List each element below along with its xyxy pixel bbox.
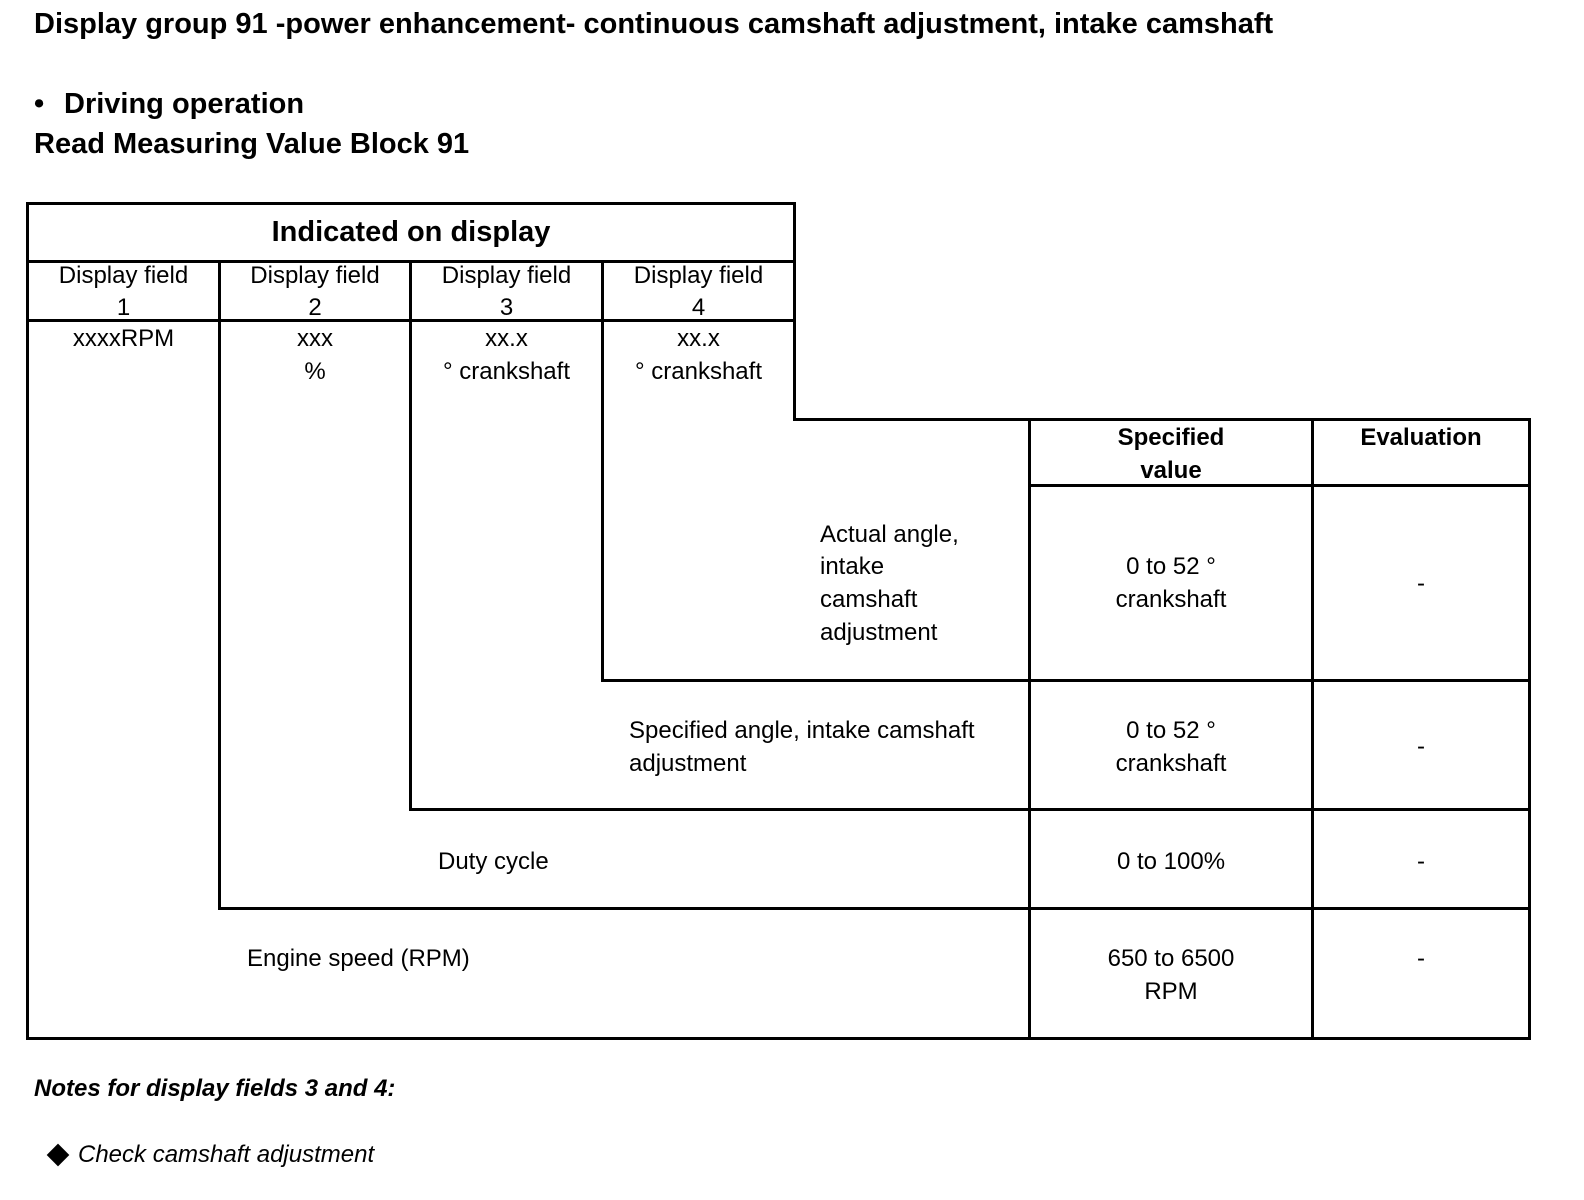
row-duty-cycle-spec: 0 to 100% xyxy=(1116,848,1226,875)
display-field-1-value: xxxxRPM xyxy=(72,325,175,352)
row-actual-angle-spec-1: 0 to 52 ° xyxy=(1126,553,1216,580)
display-field-1-num: 1 xyxy=(116,294,131,321)
row-duty-cycle-eval: - xyxy=(1417,848,1425,875)
evaluation-header: Evaluation xyxy=(1360,424,1482,451)
operating-condition-text: Driving operation xyxy=(64,88,305,120)
table-line xyxy=(409,808,1531,811)
note-item[interactable] xyxy=(46,1138,374,1171)
display-field-2-value: xxx xyxy=(297,325,333,352)
table-line xyxy=(26,202,796,205)
display-field-2-label: Display field xyxy=(250,262,380,289)
table-line xyxy=(218,907,1531,910)
display-field-3-label: Display field xyxy=(441,262,572,289)
row-specified-angle-spec-2: crankshaft xyxy=(1115,750,1227,777)
row-engine-speed-eval: - xyxy=(1417,945,1425,972)
notes-title: Notes for display fields 3 and 4: xyxy=(34,1075,396,1102)
display-field-2-num: 2 xyxy=(308,294,322,321)
display-field-4-unit: ° crankshaft xyxy=(635,358,762,385)
row-actual-angle-desc-3: camshaft xyxy=(820,586,918,613)
specified-header-line-2: value xyxy=(1140,457,1202,484)
page-title: Display group 91 -power enhancement- continuous camshaft adjustment, intake camshaft xyxy=(34,8,1274,40)
row-engine-speed-spec-2: RPM xyxy=(1144,978,1198,1005)
row-actual-angle-eval: - xyxy=(1417,570,1425,597)
row-specified-angle-desc-1: Specified angle, intake camshaft xyxy=(629,717,975,744)
row-actual-angle-desc-2: intake xyxy=(820,553,885,580)
row-specified-angle-eval: - xyxy=(1417,733,1425,760)
row-actual-angle-spec-2: crankshaft xyxy=(1115,586,1227,613)
specified-header-line-1: Specified xyxy=(1117,424,1225,451)
bullet-dot: • xyxy=(34,88,45,120)
row-actual-angle-desc-4: adjustment xyxy=(820,619,938,646)
row-engine-speed-spec-1: 650 to 6500 xyxy=(1107,945,1235,972)
note-item-link[interactable]: Check camshaft adjustment xyxy=(78,1141,375,1168)
row-actual-angle-desc-1: Actual angle, xyxy=(820,521,959,548)
display-field-4-label: Display field xyxy=(633,262,764,289)
table-line xyxy=(601,679,1531,682)
page-subtitle: Read Measuring Value Block 91 xyxy=(34,128,470,160)
diamond-bullet-icon xyxy=(47,1143,70,1166)
display-field-1-label: Display field xyxy=(58,262,189,289)
indicated-header: Indicated on display xyxy=(271,216,551,248)
row-specified-angle-desc-2: adjustment xyxy=(629,750,747,777)
display-field-4-value: xx.x xyxy=(677,325,720,352)
row-specified-angle-spec-1: 0 to 52 ° xyxy=(1126,717,1216,744)
table-line xyxy=(26,1037,1531,1040)
display-field-3-value: xx.x xyxy=(485,325,528,352)
table-line xyxy=(1528,418,1531,1040)
display-field-4-num: 4 xyxy=(691,294,706,321)
row-engine-speed-desc: Engine speed (RPM) xyxy=(247,945,470,972)
display-field-2-unit: % xyxy=(304,358,326,385)
table-line xyxy=(793,202,796,420)
display-field-3-num: 3 xyxy=(499,294,514,321)
row-duty-cycle-desc: Duty cycle xyxy=(438,848,549,875)
display-field-3-unit: ° crankshaft xyxy=(443,358,570,385)
